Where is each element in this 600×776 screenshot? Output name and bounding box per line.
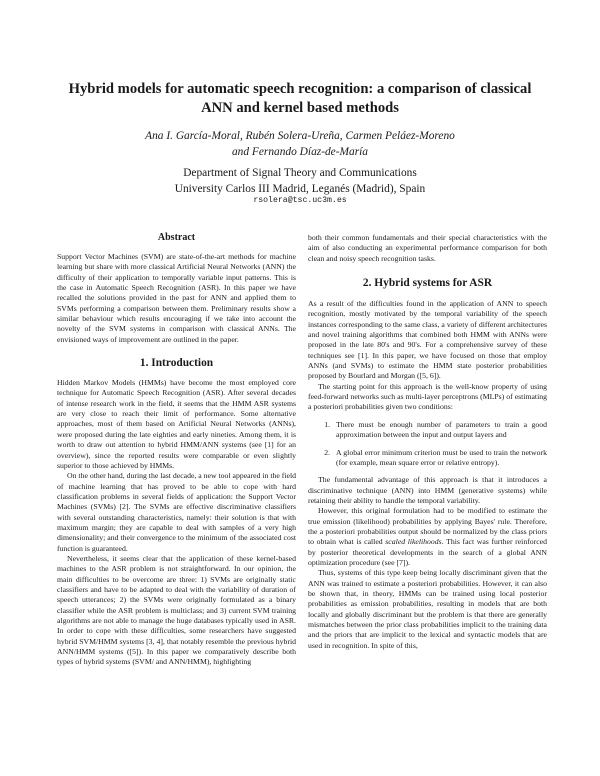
- list-item: [308, 448, 547, 469]
- abstract-text: Support Vector Machines (SVM) are state-of-the-art methods for machine learning but share with more classical Artificial Neural Networks (ANN) the difficulty of their application to temporally variable input patterns. This is the case in Automatic Speech Recognition (ASR). In this paper we have recalled the solutions provided in the past for ANN and applied them to SVMs performing a comparison between them. Preliminary results show a similar behaviour which results encouraging if we take into account the novelty of the SVM systems in comparison with classical ANNs. The envisioned ways of improvement are outlined in the paper.: [57, 252, 296, 344]
- list-item-text: There must be enough number of parameters to train a good approximation between the input and output layers and: [336, 419, 547, 440]
- right-column: [308, 233, 547, 651]
- intro-paragraph-2: On the other hand, during the last decade, a new tool appeared in the field of machine learning that has proved to be able to cope with hard classification problems in several fields of application: the Support Vector Machines (SVMs) [2]. The SVMs are effective discriminative classifiers with several outstanding characteristics, namely: their solution is that with maximum margin; they are capable to deal with samples of a very high dimensionality; and their convergence to the minimum of the associated cost function is guaranteed.: [57, 471, 296, 553]
- paragraph-4-text-b: . This fact was further reinforced by posterior theoretical developments in the search of a global ANN optimization procedure (see [7]).: [308, 537, 547, 567]
- intro-paragraph-1: Hidden Markov Models (HMMs) have become the most employed core technique for Automatic Speech Recognition (ASR). After several decades of intense research work in the field, it seems that the HMM ASR systems are very close to reach their limit of performance. Some alternative approaches, most of them based on Artificial Neural Networks (ANNs), were proposed during the late eighties and early nineties. Among them, it is worth to draw out attention to hybrid HMM/ANN systems (see [1] for an overview), since the reported results were comparable or even slightly superior to those achieved by HMMs.: [57, 378, 296, 470]
- author-email: rsolera@tsc.uc3m.es: [253, 196, 347, 205]
- list-item-number: 2.: [324, 447, 330, 457]
- paper-title-line-1: Hybrid models for automatic speech recognition: a comparison of classical: [68, 81, 532, 97]
- intro-continuation: both their common fundamentals and their special characteristics with the aim of also conducting an experimental performance comparison for both clean and noisy speech recognition tasks.: [308, 233, 547, 263]
- list-item-number: 1.: [324, 419, 330, 429]
- affiliation-university: University Carlos III Madrid, Leganés (Madrid), Spain: [174, 182, 426, 195]
- intro-paragraph-3: Nevertheless, it seems clear that the application of these kernel-based machines to the ASR problem is not straightforward. In our opinion, the main difficulties to be overcome are three: 1) SVMs are originally static classifiers and have to be adapted to deal with the variability of duration of speech utterances; 2) the SVMs were originally formulated as a binary classifier while the ASR problem is multiclass; and 3) current SVM training algorithms are not able to manage the huge databases typically used in ASR. In order to cope with these difficulties, some researchers have suggested hybrid SVM/HMM systems [3, 4], that notably resemble the previous hybrid ANN/HMM systems ([5]). In this paper we comparatively describe both types of hybrid systems (SVM/ and ANN/HMM), highlighting: [57, 553, 296, 667]
- author-line-2: and Fernando Díaz-de-María: [231, 146, 369, 158]
- affiliation-department: Department of Signal Theory and Communications: [183, 167, 417, 179]
- paper-title: [50, 80, 550, 118]
- section-2-paragraph-3: The fundamental advantage of this approach is that it introduces a discriminative technique (ANN) into HMM (generative systems) while retaining their ability to handle the temporal variability.: [308, 475, 547, 505]
- author-line-1: Ana I. García-Moral, Rubén Solera-Ureña, Carmen Peláez-Moreno: [145, 130, 455, 142]
- section-2-paragraph-2: The starting point for this approach is the well-know property of using feed-forward networks such as multi-layer perceptrons (MLPs) of estimating a posteriori probabilities given two conditions:: [308, 381, 547, 412]
- list-item: [308, 420, 547, 441]
- conditions-list: [308, 420, 547, 468]
- paper-title-line-2: ANN and kernel based methods: [201, 100, 399, 116]
- left-column: [57, 232, 296, 668]
- section-2-paragraph-4: [308, 506, 547, 568]
- abstract-heading: Abstract: [157, 232, 196, 243]
- list-item-text: A global error minimum criterion must be used to train the network (for example, mean square error or relative entropy).: [336, 447, 547, 467]
- affiliation: [50, 166, 550, 197]
- section-2-paragraph-1: As a result of the difficulties found in the application of ANN to speech recognition, mostly motivated by the temporal variability of the speech instances corresponding to the same class, a variety of different architectures and novel training algorithms that combined both HMM with ANNs were proposed in the late 80's and 90's. For a comprehensive survey of these techniques see [1]. In this paper, we have focused on those that employ ANNs (and SVMs) to estimate the HMM state posterior probabilities proposed by Bourlard and Morgan ([5, 6]).: [308, 299, 547, 381]
- section-2-heading: 2. Hybrid systems for ASR: [362, 277, 493, 290]
- author-list: [50, 128, 550, 160]
- scaled-likelihoods-term: scaled likelihoods: [385, 537, 442, 547]
- section-2-paragraph-5: Thus, systems of this type keep being locally discriminant given that the ANN was trained to estimate a posteriori probabilities. However, it can also be shown that, in theory, HMMs can be trained using local posterior probabilities as emission probabilities, resulting in models that are both locally and globally discriminant but the problem is that there are generally mismatches between the prior class probabilities implicit to the training data and the priors that are implicit to the lexical and syntactic models that are used in recognition. In spite of this,: [308, 568, 547, 650]
- section-1-heading: 1. Introduction: [139, 357, 214, 370]
- paragraph-4-text-a: However, this original formulation had to be modified to estimate the true emission (likelihood) probabilities by applying Bayes' rule. Therefore, the a posteriori probabilities output should be normalized by the class priors to obtain what is called: [308, 506, 547, 547]
